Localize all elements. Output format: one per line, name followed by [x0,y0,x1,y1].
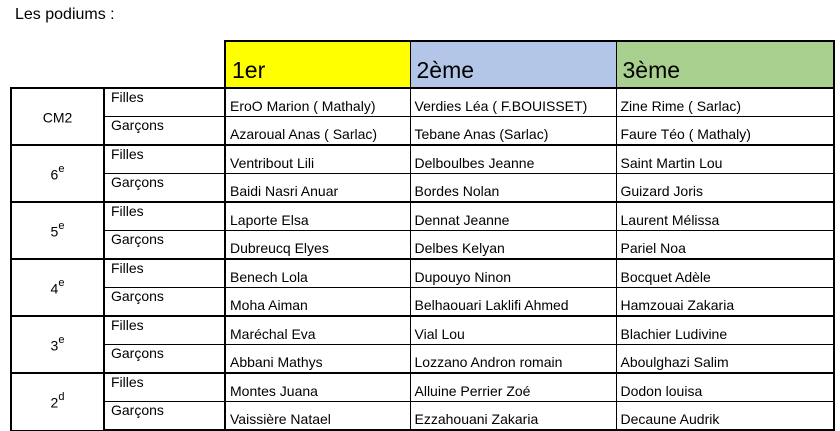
winner-rank-3: Dodon louisa [616,373,834,402]
header-rank-2: 2ème [410,41,616,88]
winner-rank-2: Ezzahouani Zakaria [410,402,616,431]
winner-rank-2: Dennat Jeanne [410,202,616,231]
winner-rank-3: Saint Martin Lou [616,145,834,174]
gender-cell: Garçons [104,117,225,146]
table-row [11,345,834,374]
table-row [11,145,834,174]
table-row [11,373,834,402]
winner-rank-1: Baidi Nasri Anuar [225,174,410,203]
winner-rank-2: Dupouyo Ninon [410,259,616,288]
winner-rank-2: Tebane Anas (Sarlac) [410,117,616,146]
level-suffix: e [58,219,65,232]
winner-rank-2: Lozzano Andron romain [410,345,616,374]
winner-rank-3: Zine Rime ( Sarlac) [616,88,834,117]
winner-rank-1: Dubreucq Elyes [225,231,410,260]
winner-rank-2: Alluine Perrier Zoé [410,373,616,402]
level-cell [11,145,104,202]
winner-rank-1: Azaroual Anas ( Sarlac) [225,117,410,146]
winner-rank-2: Vial Lou [410,316,616,345]
gender-cell: Garçons [104,402,225,431]
gender-cell: Filles [104,88,225,117]
level-label: 5 [50,223,59,240]
table-row [11,259,834,288]
table-row [11,174,834,203]
table-row [11,231,834,260]
winner-rank-3: Pariel Noa [616,231,834,260]
level-cell [11,202,104,259]
table-row [11,202,834,231]
header-rank-1: 1er [225,41,410,88]
winner-rank-3: Blachier Ludivine [616,316,834,345]
winner-rank-3: Decaune Audrik [616,402,834,431]
winner-rank-1: Abbani Mathys [225,345,410,374]
level-cell [11,373,104,430]
level-label: 2 [50,394,59,411]
gender-cell: Filles [104,316,225,345]
level-cell [11,88,104,145]
table-row [11,316,834,345]
winner-rank-1: Montes Juana [225,373,410,402]
gender-cell: Garçons [104,174,225,203]
level-label: 4 [50,280,59,297]
level-cell [11,259,104,316]
winner-rank-3: Hamzouai Zakaria [616,288,834,317]
level-suffix: e [58,276,65,289]
table-row [11,117,834,146]
table-row [11,88,834,117]
winner-rank-2: Delbes Kelyan [410,231,616,260]
gender-cell: Filles [104,145,225,174]
gender-cell: Filles [104,202,225,231]
winner-rank-3: Guizard Joris [616,174,834,203]
table-row [11,288,834,317]
winner-rank-3: Faure Téo ( Mathaly) [616,117,834,146]
winner-rank-1: Moha Aiman [225,288,410,317]
winner-rank-2: Delboulbes Jeanne [410,145,616,174]
level-cell [11,316,104,373]
winner-rank-1: Ventribout Lili [225,145,410,174]
page-title: Les podiums : [15,6,115,23]
gender-cell: Garçons [104,231,225,260]
level-suffix: e [58,333,65,346]
gender-cell: Garçons [104,345,225,374]
winner-rank-2: Bordes Nolan [410,174,616,203]
winner-rank-1: EroO Marion ( Mathaly) [225,88,410,117]
winner-rank-3: Aboulghazi Salim [616,345,834,374]
winner-rank-3: Bocquet Adèle [616,259,834,288]
gender-cell: Garçons [104,288,225,317]
level-suffix: e [58,162,65,175]
header-rank-3: 3ème [616,41,834,88]
podium-table [10,40,835,431]
gender-cell: Filles [104,373,225,402]
level-suffix: d [58,390,65,403]
winner-rank-1: Laporte Elsa [225,202,410,231]
gender-cell: Filles [104,259,225,288]
winner-rank-3: Laurent Mélissa [616,202,834,231]
header-blank [11,41,225,88]
winner-rank-2: Belhaouari Laklifi Ahmed [410,288,616,317]
winner-rank-1: Maréchal Eva [225,316,410,345]
winner-rank-1: Benech Lola [225,259,410,288]
table-row [11,402,834,431]
level-label: 6 [50,166,59,183]
level-label: CM2 [42,109,73,126]
header-row [11,41,834,88]
winner-rank-2: Verdies Léa ( F.BOUISSET) [410,88,616,117]
winner-rank-1: Vaissière Natael [225,402,410,431]
level-label: 3 [50,337,59,354]
